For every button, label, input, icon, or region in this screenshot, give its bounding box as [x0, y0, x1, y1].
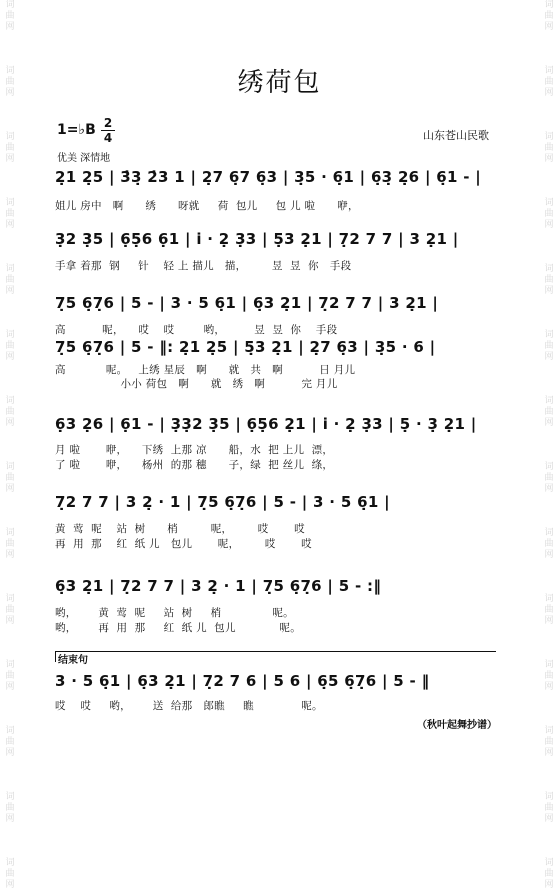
notation-line: 7̣2 7 7 | 3 2̣ · 1 | 7̣5 6̣7̣6 | 5 - | 3 · 5 6̣1 |	[55, 493, 390, 511]
lyrics-line-2: 哟， 再 用 那 红 纸 儿 包儿 呢。	[55, 622, 302, 634]
notation-line: 2̣1 2̣5 | 3̇3̣ 2̇3 1 | 2̣7 6̣7 6̣3 | 3̣5 · 6̣1 | 6̣3̣ 2̣6 | 6̣1 - |	[55, 168, 482, 186]
lyrics-line-2: 再 用 那 红 纸 儿 包儿 呢， 哎 哎	[55, 538, 312, 550]
transcriber-credit: （秋叶起舞抄谱）	[417, 720, 497, 731]
lyrics-line: 哟， 黄 莺 呢 站 树 梢 呢。	[55, 607, 294, 619]
lyrics-line: 姐儿 房中 啊 绣 呀就 荷 包儿 包 儿 啦 咿，	[55, 200, 359, 212]
notation-line: 6̣3 2̣6 | 6̣1 - | 3̣3̣2 3̣5 | 6̣5̣6 2̣1 | i · 2̣ 3̣3 | 5̣ · 3̣ 2̣1 |	[55, 415, 477, 433]
lyrics-line: 哎 哎 哟， 送 给那 郎瞧 瞧 呢。	[55, 700, 323, 712]
notation-line: 3 · 5 6̣1 | 6̣3 2̣1 | 7̣2 7 6 | 5 6 | 6̣5 6̣7̣6 | 5 - ‖	[55, 672, 430, 690]
time-signature	[101, 117, 115, 144]
lyrics-line-2: 了 啦 咿， 杨州 的那 穗 子，绿 把 丝儿 绦，	[55, 459, 334, 471]
notation-line: 3̣2 3̣5 | 6̣5̣6 6̣1 | i · 2̣ 3̣3 | 5̣3 2̣1 | 7̣2 7 7 | 3 2̣1 |	[55, 230, 459, 248]
ending-bracket	[55, 651, 496, 662]
meter-top: 2	[103, 116, 113, 130]
score-title: 绣荷包	[237, 68, 322, 98]
lyrics-line: 月 啦 咿， 下绣 上那 凉 船，水 把 上儿 漂，	[55, 444, 334, 456]
meter-bottom: 4	[103, 131, 113, 145]
lyrics-line-2: 小小 荷包 啊 就 绣 啊 完 月儿	[55, 378, 338, 390]
lyrics-line: 高 呢。 上绣 星辰 啊 就 共 啊 日 月儿	[55, 364, 356, 376]
song-origin: 山东苍山民歌	[423, 129, 489, 142]
lyrics-line: 高 呢， 哎 哎 哟， 昱 昱 你 手段	[55, 324, 338, 336]
notation-line: 7̣5 6̣7̣6 | 5 - | 3 · 5 6̣1 | 6̣3 2̣1 | 7̣2 7 7 | 3 2̣1 |	[55, 294, 439, 312]
lyrics-line: 黄 莺 呢 站 树 梢 呢， 哎 哎	[55, 523, 305, 535]
expression-mark: 优美 深情地	[57, 153, 111, 164]
ending-label: 结束句	[58, 655, 88, 666]
watermark-left: 词 曲 网 词 曲 网 词 曲 网 词 曲 网 词 曲 网 词 曲 网 词 曲 网 词 曲 网 词 曲 网 词 曲 网 词 曲 网 词 曲 网 词 曲 网 词 曲 网	[5, 0, 15, 890]
key-signature: 1=♭B	[57, 122, 96, 138]
watermark-right: 词 曲 网 词 曲 网 词 曲 网 词 曲 网 词 曲 网 词 曲 网 词 曲 网 词 曲 网 词 曲 网 词 曲 网 词 曲 网 词 曲 网 词 曲 网 词 曲 网	[544, 0, 554, 890]
lyrics-line: 手拿 着那 钢 针 轻 上 描儿 描， 昱 昱 你 手段	[55, 260, 352, 272]
notation-line: 7̣5 6̣7̣6 | 5 - ‖: 2̣1 2̣5 | 5̣3 2̣1 | 2̣7 6̣3 | 3̣5 · 6 |	[55, 338, 436, 356]
notation-line: 6̣3 2̣1 | 7̣2 7 7 | 3 2̣ · 1 | 7̣5 6̣7̣6 | 5 - :‖	[55, 577, 382, 595]
